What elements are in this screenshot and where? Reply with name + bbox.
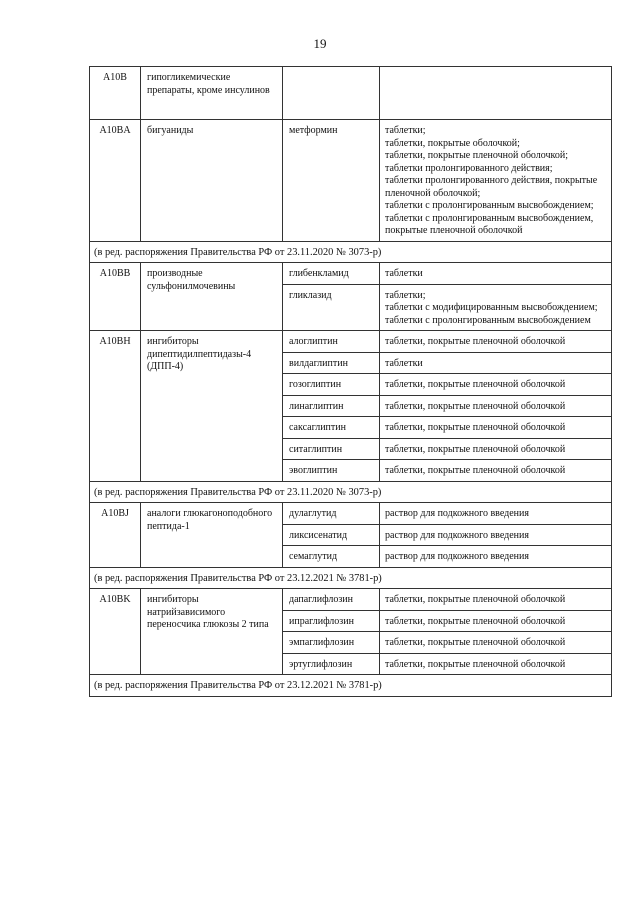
dosage-forms	[380, 284, 612, 331]
drug-name: метформин	[283, 120, 380, 242]
dosage-form: таблетки	[380, 352, 612, 374]
group-name: гипогликемические препараты, кроме инсулинов	[141, 67, 283, 120]
dosage-form: раствор для подкожного введения	[380, 546, 612, 568]
dosage-form: таблетки;	[385, 289, 426, 301]
dosage-form: таблетки, покрытые пленочной оболочкой	[380, 438, 612, 460]
drug-name: дапаглифлозин	[283, 589, 380, 611]
dosage-form: таблетки, покрытые пленочной оболочкой	[380, 653, 612, 675]
drug-name: гликлазид	[283, 284, 380, 331]
drug-name: алоглиптин	[283, 331, 380, 353]
drug-name: ликсисенатид	[283, 524, 380, 546]
dosage-form: таблетки, покрытые пленочной оболочкой	[380, 331, 612, 353]
table-row	[90, 589, 612, 611]
dosage-form: таблетки с модифицированным высвобождением;	[385, 302, 598, 313]
dosage-form: раствор для подкожного введения	[380, 524, 612, 546]
drug-name: ипраглифлозин	[283, 610, 380, 632]
drug-name: гозоглиптин	[283, 374, 380, 396]
drug-name: эртуглифлозин	[283, 653, 380, 675]
group-name: аналоги глюкагоноподобного пептида-1	[141, 503, 283, 568]
group-name: производные сульфонилмочевины	[141, 263, 283, 331]
drug-name: эмпаглифлозин	[283, 632, 380, 654]
group-name: ингибиторы дипептидилпептидазы-4 (ДПП-4)	[141, 331, 283, 482]
dosage-forms	[380, 263, 612, 285]
amendment-note-row	[90, 481, 612, 503]
dosage-form: таблетки, покрытые пленочной оболочкой	[380, 632, 612, 654]
atc-code: A10BJ	[90, 503, 141, 568]
drug-name: семаглутид	[283, 546, 380, 568]
dosage-form: таблетки с пролонгированным высвобождением, покрытые пленочной оболочкой	[385, 212, 594, 236]
dosage-form: таблетки, покрытые пленочной оболочкой	[380, 589, 612, 611]
atc-code: A10BA	[90, 120, 141, 242]
table-row	[90, 67, 612, 120]
dosage-form: таблетки	[385, 268, 423, 279]
drug-table	[89, 66, 612, 697]
page-number: 19	[313, 36, 327, 51]
amendment-note-row	[90, 675, 612, 697]
dosage-form: таблетки, покрытые пленочной оболочкой	[380, 460, 612, 482]
atc-code: A10BB	[90, 263, 141, 331]
atc-code: A10BH	[90, 331, 141, 482]
drug-name	[283, 67, 380, 120]
dosage-form: таблетки;	[385, 125, 426, 136]
drug-name: саксаглиптин	[283, 417, 380, 439]
drug-name: дулаглутид	[283, 503, 380, 525]
group-name: бигуаниды	[141, 120, 283, 242]
amendment-note-row	[90, 241, 612, 263]
dosage-form: таблетки, покрытые пленочной оболочкой;	[385, 150, 569, 161]
drug-name: вилдаглиптин	[283, 352, 380, 374]
amendment-note-row	[90, 567, 612, 589]
drug-name: ситаглиптин	[283, 438, 380, 460]
dosage-form: таблетки, покрытые пленочной оболочкой	[380, 417, 612, 439]
amendment-note: (в ред. распоряжения Правительства РФ от 23.11.2020 № 3073-р)	[90, 481, 612, 503]
drug-name: эвоглиптин	[283, 460, 380, 482]
dosage-forms	[380, 67, 612, 120]
dosage-form: таблетки, покрытые пленочной оболочкой	[380, 374, 612, 396]
atc-code: A10B	[90, 67, 141, 120]
dosage-form: таблетки с пролонгированным высвобождением	[385, 314, 591, 326]
dosage-form: таблетки, покрытые пленочной оболочкой	[380, 395, 612, 417]
group-name: ингибиторы натрийзависимого переносчика глюкозы 2 типа	[141, 589, 283, 675]
dosage-form: таблетки, покрытые пленочной оболочкой	[380, 610, 612, 632]
drug-name: линаглиптин	[283, 395, 380, 417]
amendment-note: (в ред. распоряжения Правительства РФ от 23.11.2020 № 3073-р)	[90, 241, 612, 263]
dosage-form: таблетки пролонгированного действия;	[385, 162, 553, 174]
dosage-form: таблетки с пролонгированным высвобождением;	[385, 200, 594, 211]
dosage-form: таблетки, покрытые оболочкой;	[385, 137, 520, 149]
dosage-form: таблетки пролонгированного действия, покрытые пленочной оболочкой;	[385, 175, 598, 199]
table-row	[90, 331, 612, 353]
amendment-note: (в ред. распоряжения Правительства РФ от 23.12.2021 № 3781-р)	[90, 567, 612, 589]
table-row	[90, 120, 612, 242]
table-row	[90, 503, 612, 525]
dosage-forms	[380, 120, 612, 242]
dosage-form: раствор для подкожного введения	[380, 503, 612, 525]
amendment-note: (в ред. распоряжения Правительства РФ от 23.12.2021 № 3781-р)	[90, 675, 612, 697]
drug-name: глибенкламид	[283, 263, 380, 285]
atc-code: A10BK	[90, 589, 141, 675]
table-row	[90, 263, 612, 285]
